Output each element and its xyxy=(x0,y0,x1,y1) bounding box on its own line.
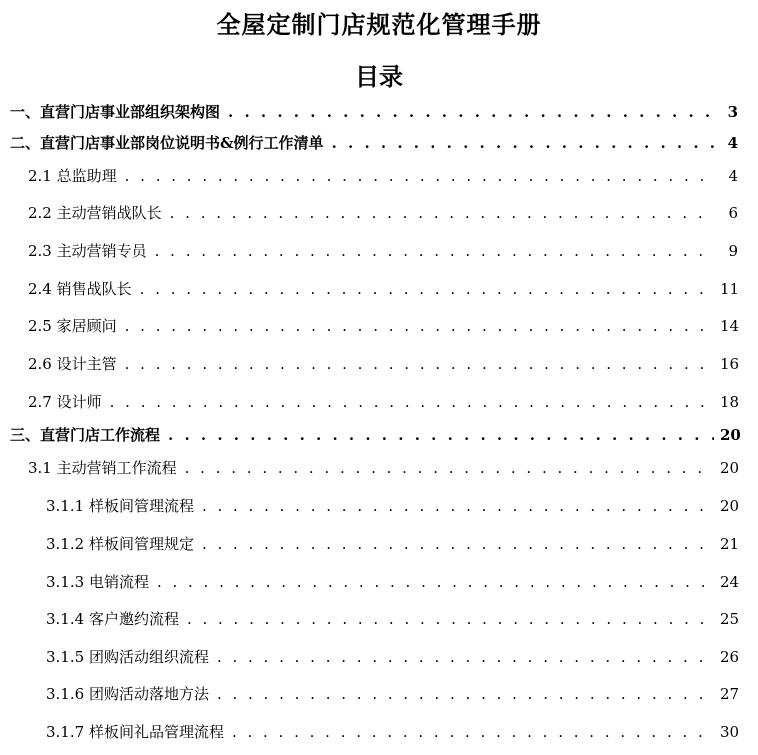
toc-entry[interactable] xyxy=(28,201,738,225)
toc-entry-label: 直营门店事业部组织架构图 xyxy=(40,103,221,121)
document-title: 全屋定制门店规范化管理手册 xyxy=(216,10,542,39)
toc-entry[interactable] xyxy=(28,390,738,414)
toc-entry-number: 3.1.3 xyxy=(46,573,89,591)
toc-entry[interactable] xyxy=(28,277,738,301)
toc-entry-label: 设计主管 xyxy=(56,355,117,373)
toc-entry-page: 27 xyxy=(720,685,740,703)
toc-entry-page: 21 xyxy=(720,535,740,553)
toc-entry[interactable] xyxy=(10,131,738,155)
toc-entry-page: 20 xyxy=(720,426,741,444)
toc-entry-label: 样板间礼品管理流程 xyxy=(88,723,224,741)
toc-entry-page: 20 xyxy=(720,497,740,515)
toc-dot-leader xyxy=(125,314,714,338)
toc-entry-label: 销售战队长 xyxy=(56,280,132,298)
toc-entry-page: 30 xyxy=(720,723,740,741)
toc-entry-page: 4 xyxy=(727,134,738,152)
toc-entry[interactable] xyxy=(46,494,738,518)
toc-entry-page: 16 xyxy=(720,355,740,373)
toc-entry-page: 20 xyxy=(720,459,740,477)
toc-entry-number: 二、 xyxy=(10,134,41,152)
toc-entry-page: 25 xyxy=(720,610,740,628)
toc-entry-label: 客户邀约流程 xyxy=(88,610,179,628)
toc-entry-number: 2.1 xyxy=(28,167,57,185)
toc-entry-number: 2.5 xyxy=(28,317,57,335)
toc-entry-label: 电销流程 xyxy=(88,573,149,591)
toc-dot-leader xyxy=(125,164,714,188)
toc-dot-leader xyxy=(217,682,714,706)
toc-entry-number: 2.7 xyxy=(28,393,57,411)
toc-entry[interactable] xyxy=(10,100,738,124)
toc-entry[interactable] xyxy=(28,314,738,338)
toc-entry-page: 24 xyxy=(720,573,740,591)
toc-entry-number: 3.1.5 xyxy=(46,648,89,666)
toc-entry[interactable] xyxy=(28,456,738,480)
toc-entry-label: 总监助理 xyxy=(56,167,117,185)
toc-entry-label: 主动营销专员 xyxy=(56,242,147,260)
toc-entry-number: 2.2 xyxy=(28,204,57,222)
toc-entry[interactable] xyxy=(28,239,738,263)
toc-entry-label: 主动营销工作流程 xyxy=(56,459,177,477)
toc-entry[interactable] xyxy=(46,720,738,744)
toc-dot-leader xyxy=(217,645,714,669)
toc-dot-leader xyxy=(168,423,714,447)
toc-entry[interactable] xyxy=(46,607,738,631)
toc-entry-number: 2.4 xyxy=(28,280,57,298)
toc-entry[interactable] xyxy=(46,645,738,669)
toc-entry[interactable] xyxy=(46,682,738,706)
toc-entry-label: 样板间管理流程 xyxy=(88,497,194,515)
toc-entry-label: 家居顾问 xyxy=(56,317,117,335)
toc-dot-leader xyxy=(157,570,714,594)
toc-dot-leader xyxy=(187,607,714,631)
toc-dot-leader xyxy=(110,390,714,414)
toc-entry-number: 一、 xyxy=(10,103,41,121)
toc-dot-leader xyxy=(332,131,714,155)
toc-entry-label: 团购活动落地方法 xyxy=(88,685,209,703)
toc-dot-leader xyxy=(232,720,714,744)
toc-entry-label: 团购活动组织流程 xyxy=(88,648,209,666)
toc-dot-leader xyxy=(202,532,714,556)
toc-entry-number: 三、 xyxy=(10,426,41,444)
toc-entry-label: 样板间管理规定 xyxy=(88,535,194,553)
toc-entry-page: 3 xyxy=(727,103,738,121)
toc-entry-number: 3.1.4 xyxy=(46,610,89,628)
toc-entry[interactable] xyxy=(28,164,738,188)
toc-dot-leader xyxy=(202,494,714,518)
toc-entry[interactable] xyxy=(46,570,738,594)
toc-entry-page: 9 xyxy=(728,242,738,260)
toc-entry[interactable] xyxy=(10,423,741,447)
toc-entry-number: 3.1.6 xyxy=(46,685,89,703)
toc-entry-page: 26 xyxy=(720,648,740,666)
toc-entry[interactable] xyxy=(28,352,738,376)
toc-entry-number: 2.3 xyxy=(28,242,57,260)
toc-entry-label: 设计师 xyxy=(56,393,102,411)
toc-entry-number: 2.6 xyxy=(28,355,57,373)
toc-entry-number: 3.1.1 xyxy=(46,497,89,515)
toc-entry-number: 3.1 xyxy=(28,459,57,477)
toc-entry-number: 3.1.2 xyxy=(46,535,89,553)
toc-entry-page: 4 xyxy=(728,167,738,185)
toc-entry-page: 6 xyxy=(728,204,738,222)
toc-entry-number: 3.1.7 xyxy=(46,723,89,741)
toc-entry-label: 直营门店工作流程 xyxy=(40,426,161,444)
toc-dot-leader xyxy=(185,456,714,480)
toc-entry-page: 11 xyxy=(720,280,740,298)
toc-dot-leader xyxy=(140,277,714,301)
toc-dot-leader xyxy=(125,352,714,376)
toc-dot-leader xyxy=(228,100,714,124)
toc-entry-page: 14 xyxy=(720,317,740,335)
toc-entry-page: 18 xyxy=(720,393,740,411)
toc-entry[interactable] xyxy=(46,532,738,556)
toc-entry-label: 主动营销战队长 xyxy=(56,204,162,222)
toc-dot-leader xyxy=(170,201,714,225)
toc-dot-leader xyxy=(155,239,714,263)
toc-entry-label: 直营门店事业部岗位说明书&例行工作清单 xyxy=(40,134,324,152)
toc-heading: 目录 xyxy=(355,62,403,91)
